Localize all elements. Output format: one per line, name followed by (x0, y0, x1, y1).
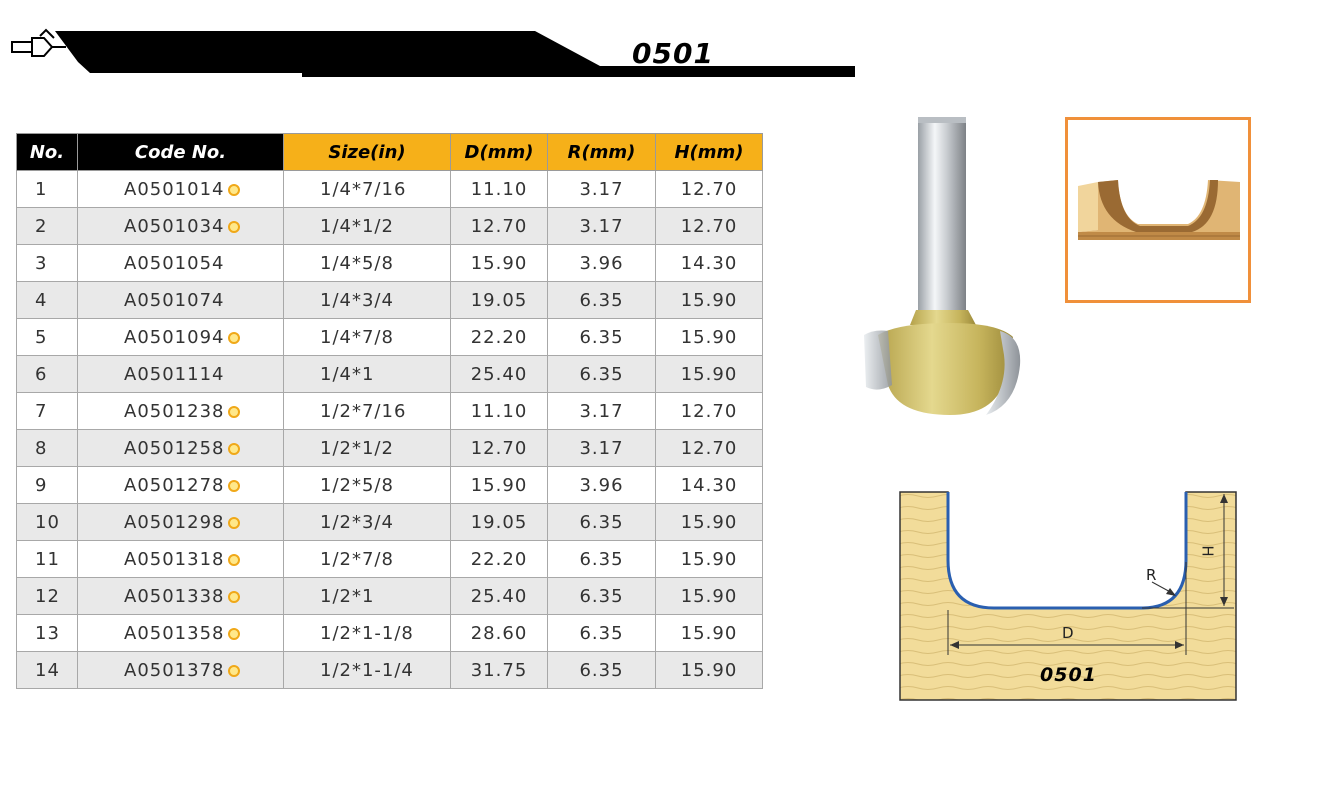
cell-code-text: A0501298 (124, 511, 225, 533)
cell-no-text: 9 (35, 474, 48, 496)
cell-h-text: 14.30 (680, 474, 738, 496)
cell-d-text: 15.90 (470, 474, 528, 496)
cell-h-text: 15.90 (680, 548, 738, 570)
cell-size-text: 1/2*1 (320, 585, 375, 607)
cell-d-text: 12.70 (470, 215, 528, 237)
table-row (17, 356, 763, 393)
table-row (17, 467, 763, 504)
table-body (17, 171, 763, 689)
table-row (17, 245, 763, 282)
cell-size (284, 245, 451, 282)
cell-size-text: 1/4*1 (320, 363, 375, 385)
col-header-h: H(mm) (656, 134, 763, 171)
table-row (17, 578, 763, 615)
cell-d (451, 504, 548, 541)
cell-no (17, 208, 78, 245)
cell-size (284, 504, 451, 541)
cell-d-text: 15.90 (470, 252, 528, 274)
col-header-d: D(mm) (451, 134, 548, 171)
cell-d (451, 282, 548, 319)
table-row (17, 393, 763, 430)
cell-code (78, 578, 284, 615)
cell-size (284, 319, 451, 356)
cell-code (78, 171, 284, 208)
cell-code-text: A0501034 (124, 215, 225, 237)
col-header-code: Code No. (78, 134, 284, 171)
cell-no-text: 14 (35, 659, 60, 681)
cell-h-text: 15.90 (680, 659, 738, 681)
cell-d (451, 430, 548, 467)
cell-size-text: 1/4*5/8 (320, 252, 394, 274)
cell-code-text: A0501258 (124, 437, 225, 459)
cell-h-text: 15.90 (680, 585, 738, 607)
cell-code-text: A0501014 (124, 178, 225, 200)
router-bit-photo (858, 115, 1033, 425)
cell-r-text: 3.17 (579, 400, 624, 422)
cell-no (17, 578, 78, 615)
cell-size-text: 1/2*1-1/8 (320, 622, 414, 644)
cell-r-text: 6.35 (579, 289, 624, 311)
cell-code (78, 319, 284, 356)
cell-no (17, 319, 78, 356)
cell-size (284, 208, 451, 245)
cell-d-text: 12.70 (470, 437, 528, 459)
stock-dot-icon (228, 628, 240, 640)
cell-size (284, 430, 451, 467)
cell-h (656, 356, 763, 393)
banner-graphic (0, 0, 860, 90)
cell-code (78, 356, 284, 393)
cell-code-text: A0501318 (124, 548, 225, 570)
table-row (17, 504, 763, 541)
cell-h-text: 14.30 (680, 252, 738, 274)
header-banner (0, 0, 860, 90)
cell-r-text: 6.35 (579, 548, 624, 570)
cell-r-text: 6.35 (579, 585, 624, 607)
cell-no (17, 467, 78, 504)
cell-code (78, 615, 284, 652)
cell-d (451, 208, 548, 245)
cell-d-text: 11.10 (470, 178, 528, 200)
cell-code-text: A0501114 (124, 363, 225, 385)
cell-no (17, 393, 78, 430)
cell-no (17, 615, 78, 652)
cell-no-text: 3 (35, 252, 48, 274)
cell-h (656, 319, 763, 356)
stock-dot-icon (228, 332, 240, 344)
cell-r (548, 171, 656, 208)
cell-no-text: 12 (35, 585, 60, 607)
table-row (17, 171, 763, 208)
cell-size (284, 393, 451, 430)
cell-r (548, 245, 656, 282)
cell-size-text: 1/4*1/2 (320, 215, 394, 237)
cell-d-text: 19.05 (470, 289, 528, 311)
cell-code (78, 393, 284, 430)
col-header-no: No. (17, 134, 78, 171)
cell-h (656, 393, 763, 430)
cell-h-text: 15.90 (680, 363, 738, 385)
stock-dot-icon (228, 221, 240, 233)
cell-size (284, 282, 451, 319)
table-row (17, 430, 763, 467)
cell-r (548, 393, 656, 430)
cell-r (548, 504, 656, 541)
cell-r (548, 282, 656, 319)
cell-size-text: 1/2*3/4 (320, 511, 394, 533)
cell-no-text: 1 (35, 178, 48, 200)
cell-size (284, 652, 451, 689)
cell-size-text: 1/2*7/16 (320, 400, 407, 422)
col-header-size: Size(in) (284, 134, 451, 171)
table-row (17, 319, 763, 356)
cell-r-text: 6.35 (579, 363, 624, 385)
cell-d (451, 615, 548, 652)
stock-dot-icon (228, 184, 240, 196)
cell-no-text: 7 (35, 400, 48, 422)
spec-table (16, 133, 763, 689)
cell-size-text: 1/2*7/8 (320, 548, 394, 570)
cell-r-text: 6.35 (579, 659, 624, 681)
cell-d-text: 11.10 (470, 400, 528, 422)
cell-no (17, 282, 78, 319)
stock-dot-icon (228, 665, 240, 677)
cell-r-text: 3.17 (579, 178, 624, 200)
table-row (17, 652, 763, 689)
cell-no (17, 541, 78, 578)
cell-h-text: 15.90 (680, 511, 738, 533)
cell-code (78, 467, 284, 504)
cell-r (548, 467, 656, 504)
stock-dot-icon (228, 406, 240, 418)
cell-no-text: 13 (35, 622, 60, 644)
cell-code (78, 208, 284, 245)
diagram-h-label: H (1198, 545, 1217, 557)
cell-no-text: 10 (35, 511, 60, 533)
cell-code-text: A0501074 (124, 289, 225, 311)
cell-d (451, 245, 548, 282)
cell-size (284, 171, 451, 208)
cell-h-text: 15.90 (680, 622, 738, 644)
cell-no-text: 6 (35, 363, 48, 385)
cell-code-text: A0501278 (124, 474, 225, 496)
table-row (17, 208, 763, 245)
cell-r (548, 578, 656, 615)
cell-size (284, 467, 451, 504)
table-row (17, 541, 763, 578)
col-header-r: R(mm) (548, 134, 656, 171)
table-header-row (17, 134, 763, 171)
cell-no-text: 5 (35, 326, 48, 348)
cell-d (451, 467, 548, 504)
stock-dot-icon (228, 443, 240, 455)
cell-d-text: 25.40 (470, 585, 528, 607)
profile-illustration (1065, 117, 1251, 303)
cell-r (548, 208, 656, 245)
cell-h (656, 652, 763, 689)
cell-code-text: A0501054 (124, 252, 225, 274)
cell-d-text: 19.05 (470, 511, 528, 533)
table-row (17, 282, 763, 319)
cell-h (656, 282, 763, 319)
cell-d-text: 31.75 (470, 659, 528, 681)
stock-dot-icon (228, 591, 240, 603)
cell-size-text: 1/2*5/8 (320, 474, 394, 496)
cell-d (451, 541, 548, 578)
cell-r-text: 6.35 (579, 326, 624, 348)
cell-h-text: 12.70 (680, 437, 738, 459)
stock-dot-icon (228, 554, 240, 566)
cell-h (656, 245, 763, 282)
cell-code-text: A0501094 (124, 326, 225, 348)
cell-r (548, 430, 656, 467)
cell-h-text: 15.90 (680, 326, 738, 348)
cell-h (656, 504, 763, 541)
cell-r-text: 6.35 (579, 511, 624, 533)
cell-r (548, 356, 656, 393)
cell-code (78, 282, 284, 319)
cell-d-text: 28.60 (470, 622, 528, 644)
cell-h (656, 615, 763, 652)
cell-d-text: 25.40 (470, 363, 528, 385)
cell-code (78, 541, 284, 578)
cell-size (284, 615, 451, 652)
cell-h (656, 578, 763, 615)
cell-size-text: 1/2*1/2 (320, 437, 394, 459)
cell-d (451, 652, 548, 689)
product-code-title: 0501 (632, 37, 714, 70)
stock-dot-icon (228, 517, 240, 529)
cell-d (451, 171, 548, 208)
cell-size-text: 1/4*7/8 (320, 326, 394, 348)
cell-h-text: 12.70 (680, 178, 738, 200)
cell-no (17, 652, 78, 689)
diagram-d-label: D (1062, 624, 1074, 642)
cell-d (451, 578, 548, 615)
stock-dot-icon (228, 480, 240, 492)
cell-d (451, 356, 548, 393)
cell-h-text: 15.90 (680, 289, 738, 311)
diagram-code-label: 0501 (1040, 664, 1097, 686)
cell-code-text: A0501238 (124, 400, 225, 422)
cell-no-text: 11 (35, 548, 60, 570)
cell-no-text: 4 (35, 289, 48, 311)
cell-no (17, 430, 78, 467)
cell-no (17, 245, 78, 282)
cell-size-text: 1/4*3/4 (320, 289, 394, 311)
diagram-r-label: R (1146, 566, 1157, 584)
cell-no-text: 2 (35, 215, 48, 237)
cell-r-text: 3.17 (579, 437, 624, 459)
cell-r (548, 615, 656, 652)
cell-r (548, 652, 656, 689)
cell-h-text: 12.70 (680, 400, 738, 422)
cell-r (548, 541, 656, 578)
cell-code (78, 504, 284, 541)
cell-code-text: A0501358 (124, 622, 225, 644)
cell-size (284, 578, 451, 615)
cell-h (656, 430, 763, 467)
cell-d-text: 22.20 (470, 326, 528, 348)
cell-size-text: 1/2*1-1/4 (320, 659, 414, 681)
cell-code (78, 430, 284, 467)
cell-r (548, 319, 656, 356)
cell-r-text: 6.35 (579, 622, 624, 644)
cell-no (17, 356, 78, 393)
cell-r-text: 3.96 (579, 252, 624, 274)
cell-size (284, 356, 451, 393)
cell-h (656, 171, 763, 208)
cell-no (17, 171, 78, 208)
cell-code (78, 652, 284, 689)
table-row (17, 615, 763, 652)
cell-code (78, 245, 284, 282)
cell-no (17, 504, 78, 541)
cell-r-text: 3.17 (579, 215, 624, 237)
cell-d-text: 22.20 (470, 548, 528, 570)
cell-h (656, 467, 763, 504)
cell-h (656, 541, 763, 578)
cell-d (451, 319, 548, 356)
cell-r-text: 3.96 (579, 474, 624, 496)
cell-code-text: A0501378 (124, 659, 225, 681)
cell-d (451, 393, 548, 430)
cell-h (656, 208, 763, 245)
cell-h-text: 12.70 (680, 215, 738, 237)
cell-code-text: A0501338 (124, 585, 225, 607)
cell-size-text: 1/4*7/16 (320, 178, 407, 200)
cell-no-text: 8 (35, 437, 48, 459)
cell-size (284, 541, 451, 578)
